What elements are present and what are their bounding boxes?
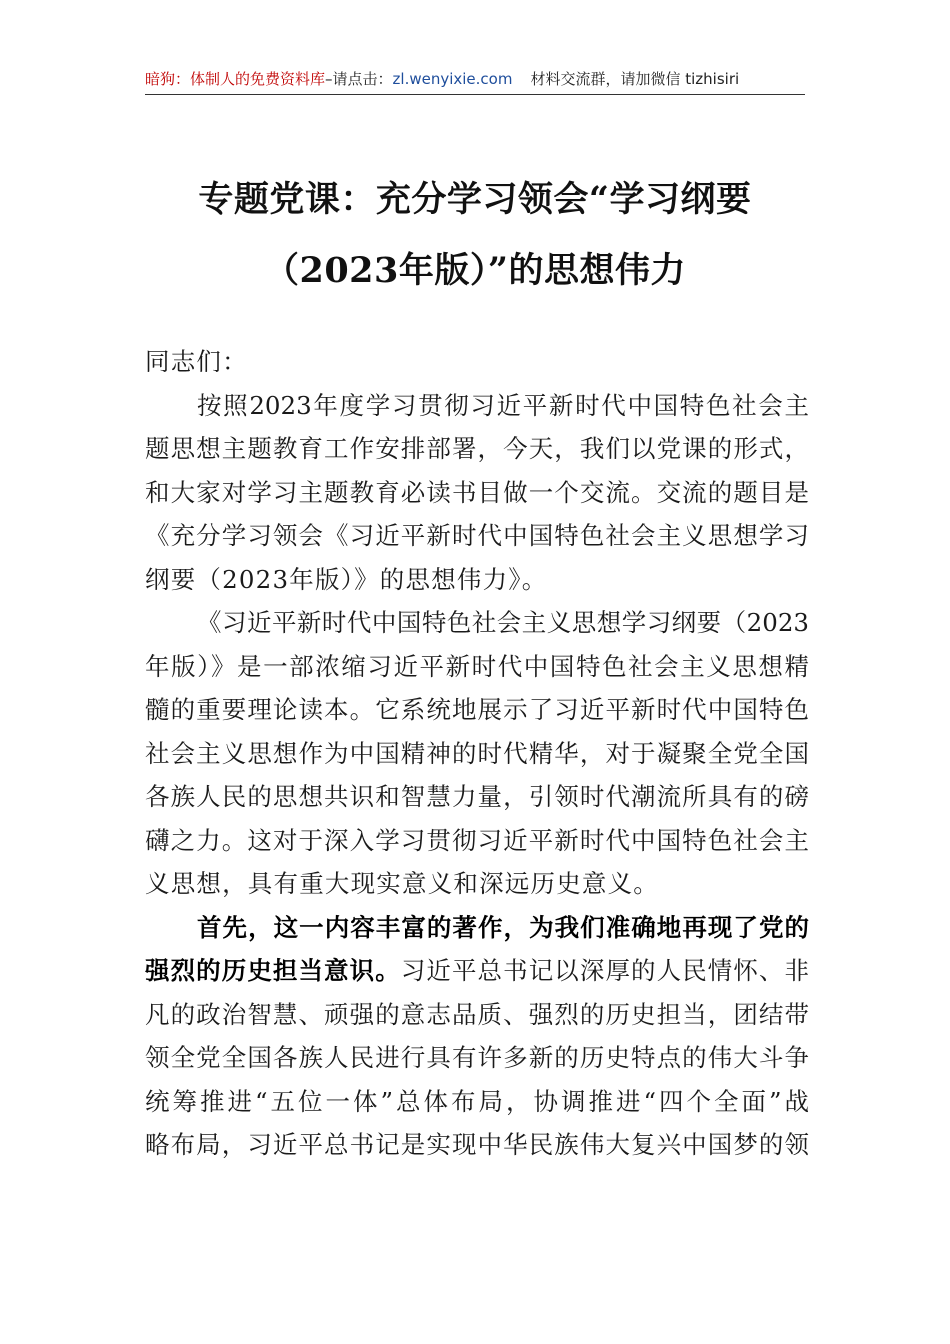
- header-site-name: 暗狗：体制人的免费资料库: [145, 70, 326, 88]
- header-url-link[interactable]: zl.wenyixie.com: [392, 70, 513, 88]
- paragraph-3-bold-heading: 首先，这一内容丰富的著作，为我们准确地再现了党的: [197, 912, 809, 942]
- page-header: [145, 68, 805, 95]
- paragraph-1-line: 和大家对学习主题教育必读书目做一个交流。交流的题目是: [145, 477, 809, 507]
- paragraph-2-line: 《习近平新时代中国特色社会主义思想学习纲要（2023: [197, 608, 809, 637]
- paragraph-2-line: 年版）》是一部浓缩习近平新时代中国特色社会主义思想精: [145, 651, 809, 681]
- paragraph-3-line: 凡的政治智慧、顽强的意志品质、强烈的历史担当，团结带: [145, 999, 809, 1029]
- paragraph-2-line: 髓的重要理论读本。它系统地展示了习近平新时代中国特色: [145, 695, 809, 724]
- paragraph-3-line: 领全党全国各族人民进行具有许多新的历史特点的伟大斗争: [145, 1043, 809, 1072]
- paragraph-1-line: 《充分学习领会《习近平新时代中国特色社会主义思想学习: [145, 521, 809, 550]
- document-title-line-1: 专题党课：充分学习领会“学习纲要: [198, 179, 752, 220]
- paragraph-1-line: 题思想主题教育工作安排部署，今天，我们以党课的形式，: [145, 434, 809, 463]
- paragraph-2-line: 义思想，具有重大现实意义和深远历史意义。: [145, 869, 659, 898]
- document-title-line-2: （2023年版）”的思想伟力: [263, 250, 687, 291]
- header-group-text: 材料交流群，请加微信 tizhisiri: [530, 70, 740, 88]
- greeting: 同志们：: [145, 347, 248, 376]
- paragraph-3-line: 略布局，习近平总书记是实现中华民族伟大复兴中国梦的领: [145, 1130, 809, 1159]
- paragraph-3-line-text: 习近平总书记以深厚的人民情怀、非: [400, 956, 809, 985]
- paragraph-3-line: [145, 949, 809, 993]
- paragraph-3-bold-heading-end: 强烈的历史担当意识。: [145, 956, 401, 985]
- paragraph-2-line: 社会主义思想作为中国精神的时代精华，对于凝聚全党全国: [145, 738, 809, 768]
- paragraph-2-line: 礴之力。这对于深入学习贯彻习近平新时代中国特色社会主: [145, 825, 809, 855]
- paragraph-1-line: 按照2023年度学习贯彻习近平新时代中国特色社会主: [197, 390, 809, 420]
- paragraph-2-line: 各族人民的思想共识和智慧力量，引领时代潮流所具有的磅: [145, 782, 809, 811]
- document-body: [145, 340, 809, 1167]
- paragraph-3-line: 统筹推进“五位一体”总体布局，协调推进“四个全面”战: [145, 1086, 809, 1116]
- header-click-prefix: –请点击：: [325, 70, 393, 88]
- paragraph-1-line: 纲要（2023年版）》的思想伟力》。: [145, 564, 548, 594]
